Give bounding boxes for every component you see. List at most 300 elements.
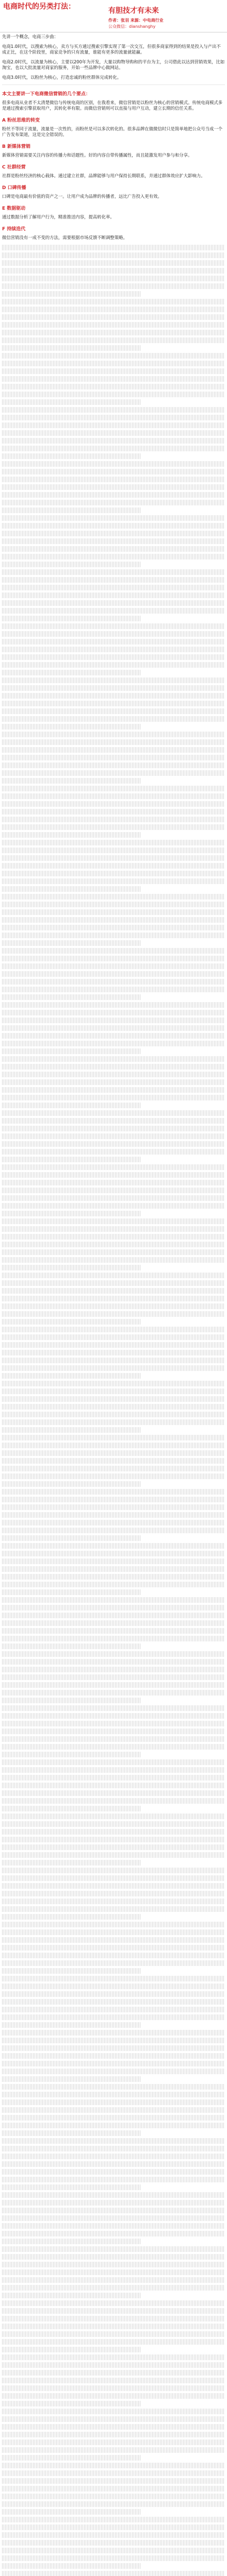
text-line	[2, 1311, 225, 1317]
text-line	[2, 1249, 225, 1255]
text-line	[2, 1048, 140, 1054]
text-line	[2, 1806, 140, 1811]
text-line	[2, 755, 225, 760]
text-line	[2, 2486, 225, 2492]
text-line	[2, 1883, 225, 1889]
text-line	[2, 778, 140, 784]
text-line	[2, 322, 225, 328]
text-line	[2, 500, 225, 505]
text-line	[2, 1682, 225, 1688]
text-line	[2, 415, 225, 420]
text-line	[2, 2354, 225, 2360]
text-line	[2, 2208, 225, 2213]
text-line	[2, 2045, 225, 2051]
text-line	[2, 2524, 225, 2530]
text-line	[2, 384, 225, 389]
text-line	[2, 1651, 225, 1657]
text-line	[2, 2316, 225, 2321]
text-line	[2, 1242, 225, 1247]
byline: 作者：张羽 来源：中电商行业	[108, 18, 164, 23]
text-line	[2, 1110, 225, 1116]
text-line	[2, 917, 225, 923]
text-line	[2, 1945, 225, 1951]
text-line	[2, 1953, 225, 1958]
text-line	[2, 1388, 225, 1394]
text-line	[2, 1798, 225, 1804]
text-line	[2, 1450, 225, 1456]
text-line	[2, 245, 225, 250]
text-line	[2, 507, 140, 513]
divider	[2, 84, 225, 85]
text-line	[2, 1620, 225, 1626]
text-line	[2, 701, 225, 706]
intro-paragraph-3: 电商3.0时代，以粉丝为核心，打造忠诚的粉丝群体完成转化。	[2, 75, 122, 80]
text-line	[2, 1164, 225, 1170]
text-line	[2, 461, 225, 467]
text-line	[2, 1358, 225, 1363]
text-line	[2, 1002, 225, 1008]
text-line	[2, 1667, 225, 1672]
text-line	[2, 538, 225, 544]
text-line	[2, 438, 225, 444]
text-line	[2, 1597, 225, 1603]
section-title-5: E 数据驱动	[2, 206, 26, 211]
text-line	[2, 330, 225, 335]
section-title-4: D 口碑传播	[2, 185, 26, 191]
text-line	[2, 1976, 225, 1981]
text-line	[2, 1211, 140, 1216]
text-line	[2, 307, 225, 312]
section-text-3: 社群是粉丝经济的核心载体。通过建立社群，品牌能够与用户保持长期联系，并通过群体效应扩大影响力。	[2, 173, 205, 178]
text-line	[2, 1180, 225, 1185]
text-line	[2, 2061, 225, 2066]
text-line	[2, 2362, 225, 2368]
text-line	[2, 2416, 225, 2422]
text-line	[2, 392, 225, 397]
text-line	[2, 477, 225, 482]
text-line	[2, 631, 225, 637]
text-line	[2, 2509, 140, 2515]
text-line	[2, 2215, 225, 2221]
text-line	[2, 252, 225, 258]
text-line	[2, 1984, 225, 1989]
text-line	[2, 940, 140, 946]
text-line	[2, 786, 225, 791]
text-line	[2, 971, 225, 977]
text-line	[2, 1473, 225, 1479]
text-line	[2, 1674, 225, 1680]
text-line	[2, 2571, 225, 2576]
text-line	[2, 492, 225, 498]
text-line	[2, 793, 225, 799]
text-line	[2, 824, 225, 830]
text-line	[2, 1728, 225, 1734]
text-line	[2, 422, 225, 428]
text-line	[2, 616, 140, 621]
text-line	[2, 1319, 140, 1325]
section-title-3: C 社群经营	[2, 165, 26, 170]
text-line	[2, 770, 225, 776]
text-line	[2, 376, 225, 382]
text-line	[2, 1504, 225, 1510]
text-line	[2, 2424, 225, 2430]
header	[0, 0, 227, 32]
text-line	[2, 562, 140, 567]
text-line	[2, 677, 225, 683]
text-line	[2, 2200, 225, 2206]
text-line	[2, 1566, 225, 1572]
text-line	[2, 1141, 225, 1147]
text-line	[2, 1133, 225, 1139]
text-line	[2, 1775, 225, 1781]
text-line	[2, 585, 225, 590]
text-line	[2, 2393, 225, 2399]
text-line	[2, 2154, 225, 2159]
section-text-1: 粉丝不等同于流量，流量是一次性的，而粉丝是可以多次转化的。很多品牌在做微信时只是简单地把公众号当成一个广告发布渠道，这是完全错误的。	[2, 126, 223, 137]
text-line	[2, 1226, 225, 1232]
text-line	[2, 361, 225, 366]
wechat-note: 公众微信：dianshanghy	[108, 24, 156, 29]
text-line	[2, 863, 225, 869]
text-line	[2, 956, 225, 961]
text-line	[2, 2030, 225, 2036]
text-line	[2, 1350, 225, 1355]
text-line	[2, 1937, 225, 1943]
text-line	[2, 716, 225, 722]
text-line	[2, 840, 225, 845]
text-line	[2, 1033, 225, 1039]
text-line	[2, 283, 225, 289]
text-line	[2, 2161, 225, 2167]
text-line	[2, 1744, 225, 1750]
text-line	[2, 2254, 225, 2260]
text-line	[2, 2370, 225, 2376]
text-line	[2, 2069, 225, 2074]
text-line	[2, 546, 225, 552]
text-line	[2, 2331, 225, 2337]
text-line	[2, 685, 225, 691]
text-line	[2, 933, 225, 938]
text-line	[2, 2038, 225, 2043]
text-line	[2, 260, 225, 266]
text-line	[2, 2192, 225, 2198]
intro-paragraph-2: 电商2.0时代，以流量为核心，主要以200年为开发，大量以购物导购和的平台为主，公司借此以达到营销效果，比如淘宝，也以大批流量对商家的服务，开始一些品牌中心做网站。	[2, 59, 225, 70]
text-line	[2, 1852, 225, 1858]
text-line	[2, 654, 225, 660]
text-line	[2, 1443, 225, 1448]
text-line	[2, 1899, 225, 1904]
text-line	[2, 2501, 225, 2507]
text-line	[2, 1296, 225, 1301]
text-line	[2, 2231, 225, 2236]
text-line	[2, 2177, 225, 2182]
section-text-5: 通过数据分析了解用户行为，精准推送内容，提高转化率。	[2, 214, 115, 219]
text-line	[2, 708, 225, 714]
text-line	[2, 1875, 225, 1881]
text-line	[2, 1968, 140, 1974]
text-line	[2, 2115, 225, 2121]
text-line	[2, 2138, 225, 2144]
text-line	[2, 1690, 225, 1696]
section-title-6: F 持续迭代	[2, 227, 26, 232]
text-line	[2, 886, 140, 892]
text-line	[2, 1868, 225, 1873]
text-line	[2, 608, 225, 614]
text-line	[2, 2107, 225, 2113]
text-line	[2, 469, 225, 474]
text-line	[2, 1512, 225, 1518]
text-line	[2, 747, 225, 753]
text-line	[2, 1126, 225, 1131]
text-line	[2, 1218, 225, 1224]
text-line	[2, 732, 225, 737]
text-line	[2, 1752, 140, 1757]
text-line	[2, 2548, 225, 2553]
text-line	[2, 2184, 140, 2190]
text-line	[2, 1636, 225, 1641]
text-line	[2, 2324, 225, 2329]
text-line	[2, 1721, 225, 1726]
text-line	[2, 2300, 225, 2306]
section-title-1: A 粉丝思维的转变	[2, 118, 40, 123]
text-line	[2, 1589, 140, 1595]
section-text-6: 微信营销没有一成不变的方法，需要根据市场反馈不断调整策略。	[2, 235, 127, 240]
text-line	[2, 299, 225, 304]
text-line	[2, 2385, 225, 2391]
text-line	[2, 1929, 225, 1935]
text-line	[2, 523, 225, 529]
text-line	[2, 1412, 225, 1417]
text-line	[2, 987, 225, 992]
intro-paragraph-1: 电商1.0时代，以搜索为核心，卖方与买方通过搜索引擎实现了第一次交互，但很多商家得到的结果是投入与产出不成正比，在这个阶段里，商家竞争的只有流量，谁能有更多的流量就能赢。	[2, 44, 221, 55]
text-line	[2, 1257, 225, 1263]
text-line	[2, 2099, 225, 2105]
text-line	[2, 1891, 225, 1896]
section-text-4: 口碑是电商最有价值的资产之一。让用户成为品牌的传播者，远比广告投入更有效。	[2, 194, 162, 199]
text-line	[2, 1643, 140, 1649]
text-line	[2, 1095, 225, 1100]
text-line	[2, 1427, 140, 1433]
text-line	[2, 979, 225, 985]
text-line	[2, 345, 140, 351]
text-line	[2, 1079, 225, 1085]
text-line	[2, 2378, 225, 2383]
text-line	[2, 2432, 225, 2437]
text-line	[2, 1265, 140, 1270]
text-line	[2, 2455, 140, 2461]
text-line	[2, 871, 225, 876]
text-line	[2, 994, 140, 1000]
text-line	[2, 2532, 225, 2538]
text-line	[2, 2517, 225, 2522]
text-line	[2, 2014, 225, 2020]
text-line	[2, 1435, 225, 1440]
text-line	[2, 1149, 225, 1155]
text-line	[2, 1172, 225, 1178]
text-line	[2, 948, 225, 954]
text-line	[2, 1010, 225, 1015]
headline: 有胆技才有未来	[108, 7, 159, 15]
text-line	[2, 399, 140, 405]
text-line	[2, 1056, 225, 1062]
text-line	[2, 848, 225, 853]
text-line	[2, 1543, 225, 1549]
text-line	[2, 276, 225, 281]
article-body	[2, 34, 225, 2576]
text-line	[2, 1327, 225, 1332]
text-line	[2, 1821, 225, 1827]
text-line	[2, 670, 140, 675]
text-line	[2, 2246, 225, 2252]
text-line	[2, 1860, 140, 1866]
text-line	[2, 2269, 225, 2275]
text-line	[2, 724, 140, 730]
text-line	[2, 1373, 140, 1379]
text-line	[2, 1419, 225, 1425]
text-line	[2, 2130, 140, 2136]
text-line	[2, 2555, 225, 2561]
section-title-0: 本文主要讲一下电商微信营销的几个要点：	[2, 92, 91, 97]
text-line	[2, 2463, 225, 2468]
text-line	[2, 2339, 225, 2345]
text-line	[2, 1157, 140, 1162]
text-line	[2, 1303, 225, 1309]
text-line	[2, 268, 225, 274]
text-line	[2, 2084, 225, 2090]
text-line	[2, 2347, 140, 2352]
intro-paragraph-0: 先讲一个概念，电商三步曲：	[2, 34, 58, 39]
text-line	[2, 1736, 225, 1742]
text-line	[2, 647, 225, 652]
text-line	[2, 1713, 225, 1719]
text-line	[2, 1195, 225, 1201]
text-line	[2, 1103, 140, 1108]
text-line	[2, 1064, 225, 1070]
text-line	[2, 809, 225, 815]
text-line	[2, 2123, 225, 2128]
text-line	[2, 801, 225, 807]
text-line	[2, 1960, 225, 1966]
text-line	[2, 1520, 225, 1526]
text-line	[2, 1790, 225, 1796]
text-line	[2, 1203, 225, 1209]
text-line	[2, 2478, 225, 2484]
text-line	[2, 2076, 140, 2082]
text-line	[2, 2409, 225, 2414]
text-line	[2, 2470, 225, 2476]
text-line	[2, 407, 225, 413]
text-line	[2, 1018, 225, 1023]
text-line	[2, 2239, 140, 2244]
text-line	[2, 832, 140, 838]
text-line	[2, 1829, 225, 1835]
text-line	[2, 592, 225, 598]
section-text-2: 新媒体营销需要关注内容的传播力和话题性。好的内容自带传播属性，而且能激发用户参与和分享。	[2, 152, 192, 158]
text-line	[2, 909, 225, 915]
text-line	[2, 963, 225, 969]
text-line	[2, 1288, 225, 1294]
text-line	[2, 1396, 225, 1402]
text-line	[2, 1365, 225, 1371]
text-line	[2, 739, 225, 745]
text-line	[2, 1698, 140, 1703]
text-line	[2, 925, 225, 930]
text-line	[2, 337, 225, 343]
text-line	[2, 2439, 225, 2445]
text-line	[2, 453, 140, 459]
text-line	[2, 1999, 225, 2005]
text-line	[2, 1991, 225, 1997]
text-line	[2, 2494, 225, 2499]
text-line	[2, 1528, 225, 1533]
text-line	[2, 1605, 225, 1611]
text-line	[2, 2092, 225, 2097]
section-title-2: B 新媒体营销	[2, 144, 30, 149]
text-line	[2, 2007, 225, 2012]
text-line	[2, 531, 225, 536]
text-line	[2, 577, 225, 583]
text-line	[2, 1497, 225, 1502]
text-line	[2, 1234, 225, 1240]
text-line	[2, 2401, 140, 2406]
text-line	[2, 446, 225, 451]
text-line	[2, 2563, 140, 2569]
text-line	[2, 1535, 140, 1541]
text-line	[2, 1025, 225, 1031]
text-line	[2, 2277, 225, 2283]
text-line	[2, 1705, 225, 1711]
text-line	[2, 902, 225, 907]
text-line	[2, 639, 225, 645]
text-line	[2, 1118, 225, 1124]
text-line	[2, 2262, 225, 2267]
body-fill	[2, 245, 225, 2576]
text-line	[2, 1273, 225, 1278]
text-line	[2, 1188, 225, 1193]
text-line	[2, 1759, 225, 1765]
text-line	[2, 515, 225, 521]
text-line	[2, 314, 225, 320]
text-line	[2, 2447, 225, 2453]
text-line	[2, 1767, 225, 1773]
text-line	[2, 1628, 225, 1634]
text-line	[2, 554, 225, 560]
text-line	[2, 291, 140, 297]
text-line	[2, 662, 225, 668]
text-line	[2, 2053, 225, 2059]
text-line	[2, 2146, 225, 2151]
text-line	[2, 1844, 225, 1850]
text-line	[2, 762, 225, 768]
text-line	[2, 353, 225, 359]
text-line	[2, 1783, 225, 1788]
text-line	[2, 1574, 225, 1580]
section-text-0: 很多电商从业者不太清楚微信与传统电商的区别，在我看来，微信营销是以粉丝为核心的营销模式。传统电商模式多是通过搜索引擎获取用户，其转化率有限。而微信营销则可以直接与用户互动，建立长期的信任关系。	[2, 100, 223, 111]
text-line	[2, 1342, 225, 1348]
text-line	[2, 1087, 225, 1093]
text-line	[2, 1041, 225, 1046]
text-line	[2, 1280, 225, 1286]
text-line	[2, 1922, 225, 1927]
text-line	[2, 623, 225, 629]
text-line	[2, 1814, 225, 1819]
text-line	[2, 1466, 225, 1471]
text-line	[2, 855, 225, 861]
text-line	[2, 894, 225, 900]
text-line	[2, 1914, 140, 1920]
text-line	[2, 1404, 225, 1410]
text-line	[2, 693, 225, 699]
